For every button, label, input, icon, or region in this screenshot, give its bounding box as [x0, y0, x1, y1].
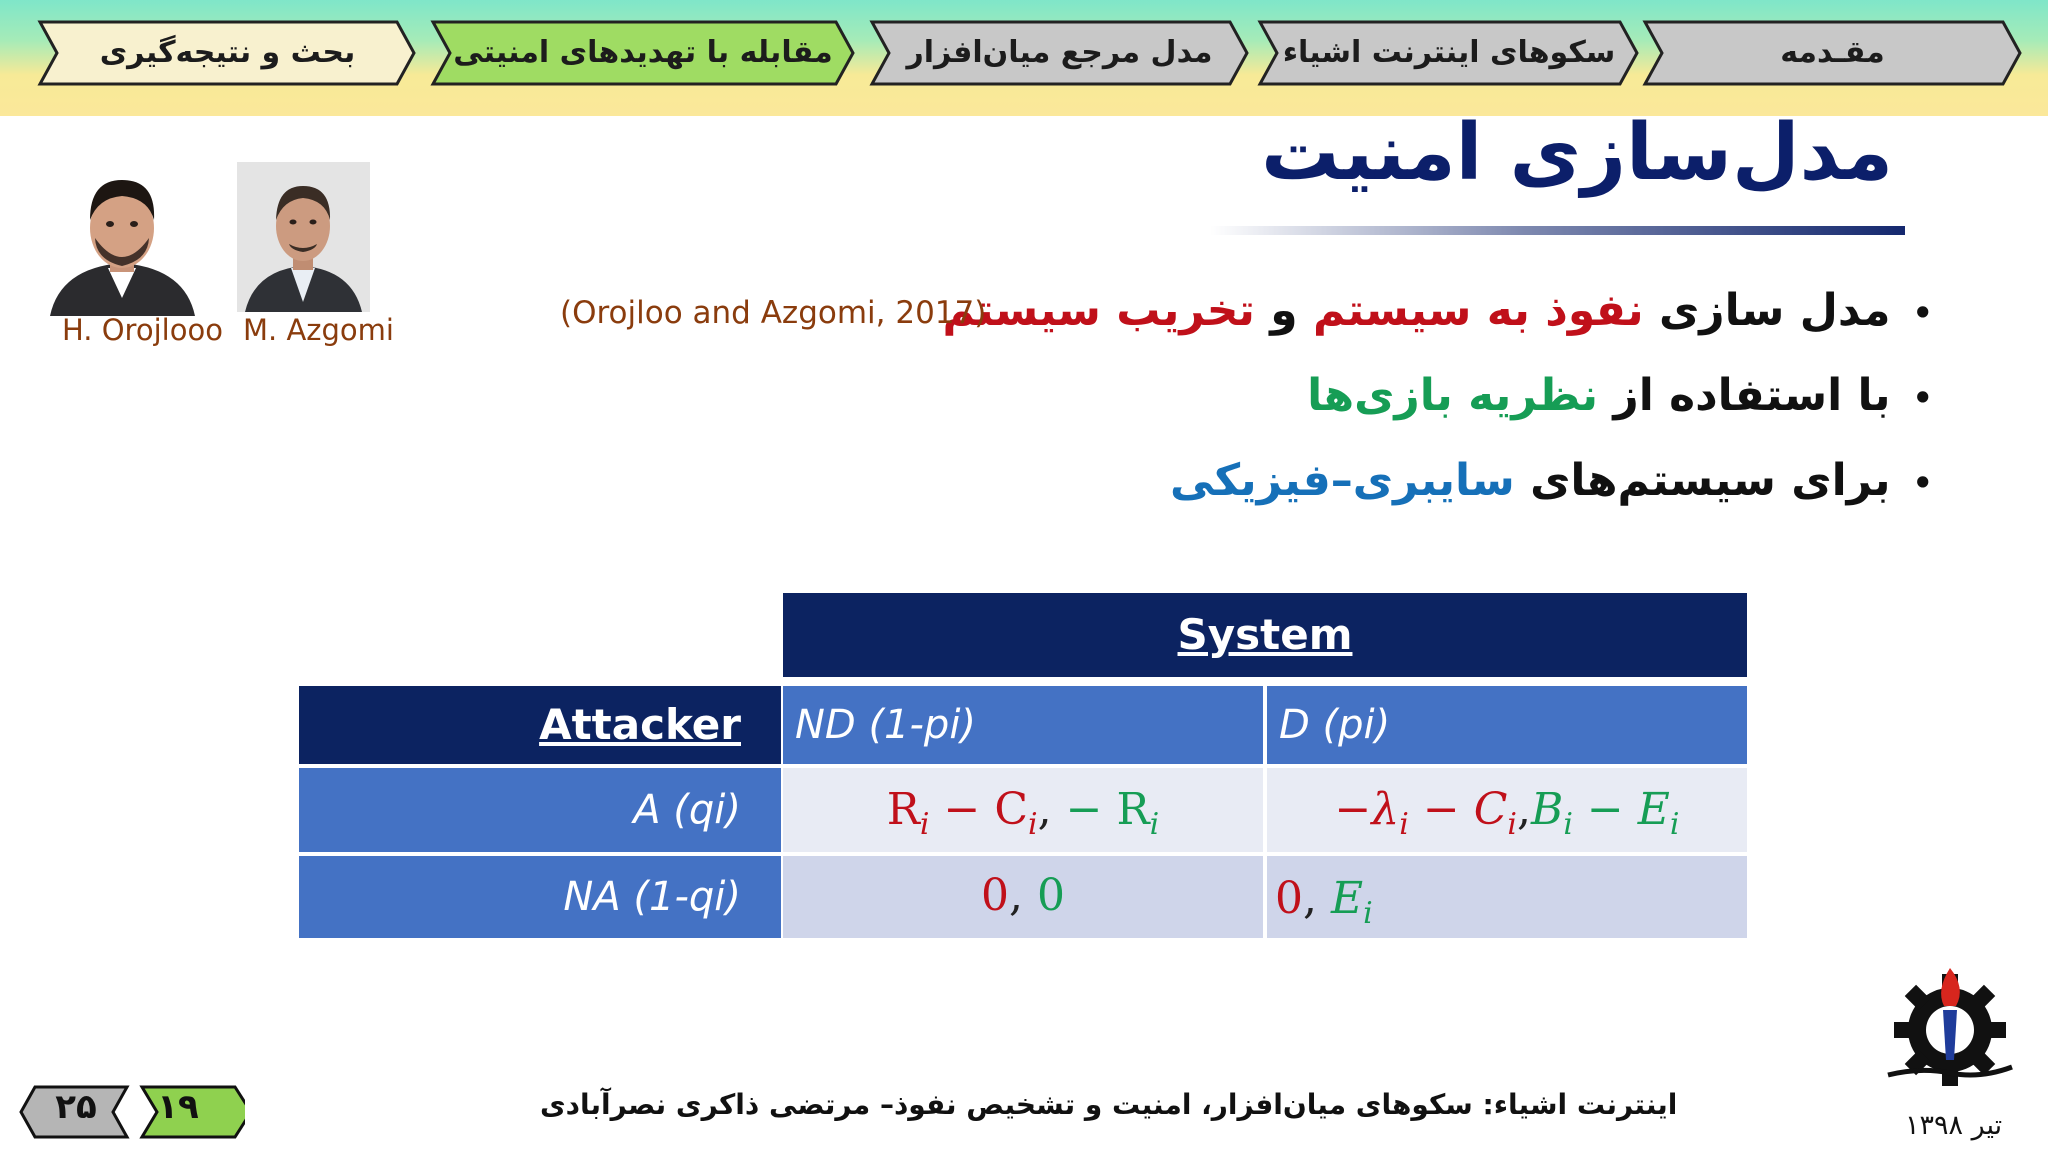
photo-azgomi: [237, 162, 370, 312]
total-pages: ۲۵: [55, 1087, 97, 1127]
tab-middleware-reference-model[interactable]: مدل مرجع میان‌افزار: [906, 35, 1213, 70]
row-header-na: NA (1-qi): [299, 856, 781, 938]
highlight-cyber-physical: سایبری–فیزیکی: [1170, 455, 1515, 506]
bullet-2: •با استفاده از نظریه بازی‌ها: [1307, 370, 1933, 421]
cell-a-d: $-\lambda_i - C_i,B_i - E_i$: [1267, 768, 1747, 852]
footer-text: اینترنت اشیاء: سکوهای میان‌افزار، امنیت و تشخیص نفوذ– مرتضی ذاکری نصرآبادی: [540, 1088, 1678, 1121]
attacker-label: Attacker: [539, 700, 741, 749]
table-header-attacker: [299, 686, 781, 764]
slide-date: تیر ۱۳۹۸: [1905, 1110, 2003, 1141]
system-label: System: [1177, 610, 1353, 659]
caption-orojloo: H. Orojlooo: [62, 313, 223, 347]
university-logo: [1880, 955, 2020, 1105]
tab-conclusion[interactable]: بحث و نتیجه‌گیری: [99, 35, 356, 70]
col-header-nd: ND (1-pi): [783, 686, 1263, 764]
row-header-a: A (qi): [299, 768, 781, 852]
highlight-game-theory: نظریه بازی‌ها: [1307, 370, 1599, 421]
tab-iot-platforms[interactable]: سکوهای اینترنت اشیاء: [1282, 35, 1616, 70]
caption-azgomi: M. Azgomi: [243, 313, 394, 347]
cell-a-nd: $R_i - C_i$, − $R_i$: [783, 768, 1263, 852]
highlight-intrusion: نفوذ به سیستم: [1312, 285, 1644, 336]
highlight-destruction: تخریب سیستم: [942, 285, 1255, 336]
cell-na-d: 0, $E_i$: [1267, 856, 1747, 938]
citation: (Orojloo and Azgomi, 2017): [560, 295, 987, 331]
tab-security-countermeasures[interactable]: مقابله با تهدیدهای امنیتی: [453, 35, 833, 70]
current-page: ۱۹: [157, 1087, 199, 1127]
photo-orojloo: [40, 158, 205, 316]
cell-na-nd: 0, 0: [783, 856, 1263, 938]
slide-title: مدل‌سازی امنیت: [1261, 108, 1893, 198]
table-header-system: [783, 593, 1747, 677]
tab-introduction[interactable]: مقـدمه: [1780, 35, 1885, 70]
bullet-1: •مدل سازی نفوذ به سیستم و تخریب سیستم: [942, 285, 1933, 336]
title-underline: [1210, 226, 1905, 235]
col-header-d: D (pi): [1267, 686, 1747, 764]
bullet-3: •برای سیستم‌های سایبری–فیزیکی: [1170, 455, 1933, 506]
